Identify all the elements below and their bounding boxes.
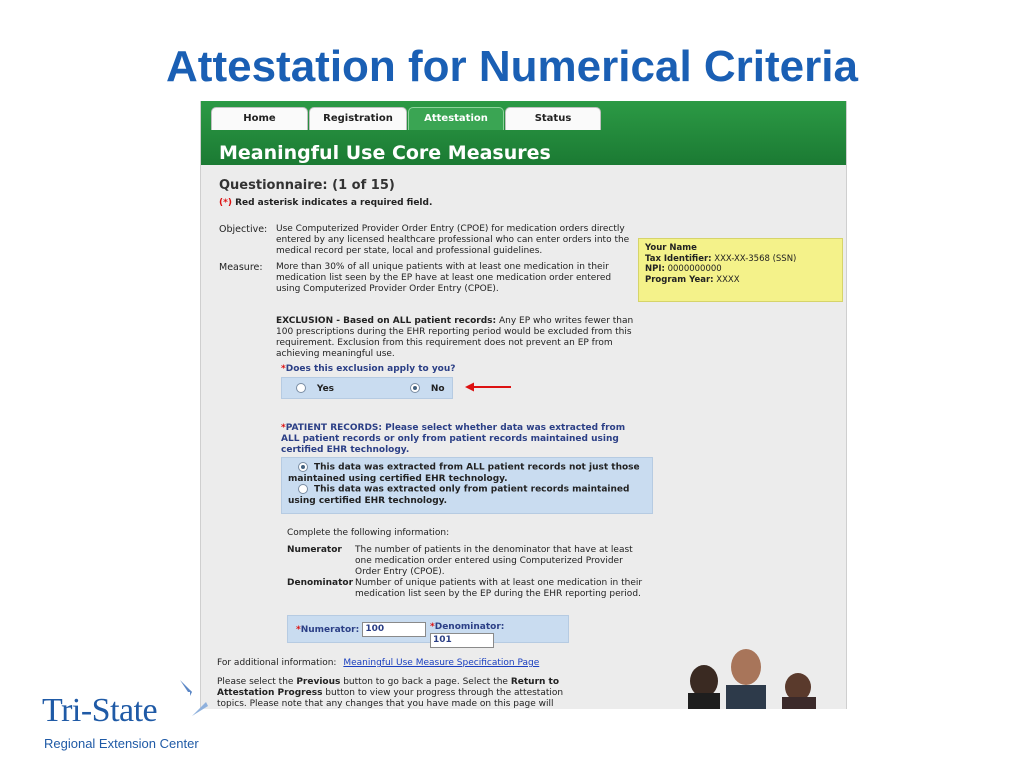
slide-title: Attestation for Numerical Criteria xyxy=(166,42,858,91)
exclusion-question-text: Does this exclusion apply to you? xyxy=(285,364,456,374)
npi-value: 0000000000 xyxy=(667,264,722,274)
user-info-note xyxy=(638,238,843,302)
tab-status[interactable]: Status xyxy=(505,107,601,130)
footer-return: Return to Attestation Progress xyxy=(217,677,560,698)
exclusion-option-no[interactable] xyxy=(410,383,445,395)
exclusion-option-yes[interactable] xyxy=(296,383,334,395)
objective-text: Use Computerized Provider Order Entry (CPOE) for medication orders directly entered by any licensed healthcare professional who can enter orders into the medical record per state, local and professional guidelines. xyxy=(276,224,630,256)
radio-yes[interactable] xyxy=(296,383,306,393)
numeric-entry-box xyxy=(287,615,569,643)
patient-records-question-text: PATIENT RECORDS: Please select whether data was extracted from ALL patient records or only from patient records maintained using certified EHR technology. xyxy=(281,423,626,455)
numerator-entry: *Numerator: 100 xyxy=(296,622,426,637)
exclusion-question: *Does this exclusion apply to you? xyxy=(281,364,456,374)
user-name: Your Name xyxy=(645,243,697,253)
footer-text-3: button to view your progress through the attestation topics. Please note that any changes that you have made on this page will xyxy=(217,688,564,709)
numerator-definition: The number of patients in the denominator that have at least one medication order entered using Computerized Provider Order Entry (CPOE). xyxy=(355,545,633,577)
additional-info-label: For additional information: xyxy=(217,658,337,668)
radio-no-label: No xyxy=(430,383,445,394)
patient-records-options xyxy=(281,457,653,514)
complete-info: Complete the following information: xyxy=(287,528,450,538)
measure-text: More than 30% of all unique patients with at least one medication in their medication list seen by the EP have at least one medication order entered using Computerized Provider Order Entry (CPOE). xyxy=(276,262,612,294)
denominator-label: Denominator: xyxy=(434,622,505,632)
records-option-all-label: This data was extracted from ALL patient records not just those maintained using certified EHR technology. xyxy=(288,462,640,484)
exclusion-block xyxy=(276,316,636,360)
program-year-value: XXXX xyxy=(716,274,740,285)
npi-label: NPI: xyxy=(645,264,665,274)
tab-registration[interactable]: Registration xyxy=(309,107,407,130)
tax-label: Tax Identifier: xyxy=(645,253,712,264)
records-option-certified-label: This data was extracted only from patient records maintained using certified EHR technology. xyxy=(288,484,630,506)
main-content xyxy=(201,165,846,709)
objective-label: Objective: xyxy=(219,224,268,235)
required-note-text: Red asterisk indicates a required field. xyxy=(231,198,433,208)
footer-text-2: button to go back a page. Select the xyxy=(340,677,511,687)
denominator-term: Denominator xyxy=(287,578,354,588)
additional-info xyxy=(217,658,539,669)
radio-yes-label: Yes xyxy=(316,383,335,394)
footer-text-1: Please select the xyxy=(217,677,297,687)
radio-no[interactable] xyxy=(410,383,420,393)
spec-link[interactable]: Meaningful Use Measure Specification Page xyxy=(343,658,540,668)
exclusion-text: Any EP who writes fewer than 100 prescriptions during the EHR reporting period would be excluded from this requirement. Exclusion from this requirement does not prevent an EP from achieving meaningful use. xyxy=(276,316,634,359)
numerator-label: Numerator: xyxy=(300,625,360,635)
patient-records-question: *PATIENT RECORDS: Please select whether data was extracted from ALL patient records or only from patient records maintained using certified EHR technology. xyxy=(281,423,626,455)
required-asterisk: (*) xyxy=(219,198,232,208)
tri-state-logo: Tri-State xyxy=(42,692,158,729)
radio-all-records[interactable] xyxy=(298,462,308,472)
tax-value: XXX-XX-3568 (SSN) xyxy=(714,253,797,264)
denominator-definition: Number of unique patients with at least one medication in their medication list seen by the EP during the EHR reporting period. xyxy=(355,578,643,599)
footer-previous: Previous xyxy=(296,677,341,687)
tri-state-logo-mark-icon xyxy=(168,676,220,722)
measure-label: Measure: xyxy=(219,262,263,273)
records-option-all[interactable] xyxy=(288,462,644,485)
required-note xyxy=(219,198,432,209)
footer-instructions xyxy=(217,677,572,709)
denominator-input[interactable]: 101 xyxy=(430,633,494,648)
records-option-certified[interactable] xyxy=(288,484,644,507)
radio-certified-records[interactable] xyxy=(298,484,308,494)
exclusion-options xyxy=(281,377,453,399)
program-year-label: Program Year: xyxy=(645,274,714,285)
page-title: Meaningful Use Core Measures xyxy=(219,142,551,164)
header-banner xyxy=(201,101,846,165)
numerator-input[interactable]: 100 xyxy=(362,622,426,637)
numerator-term: Numerator xyxy=(287,545,342,555)
people-photo xyxy=(686,635,846,709)
tab-attestation[interactable]: Attestation xyxy=(408,107,504,130)
exclusion-heading: EXCLUSION - Based on ALL patient records: xyxy=(276,316,497,326)
screenshot-frame xyxy=(200,101,847,709)
red-arrow-icon xyxy=(465,382,511,392)
questionnaire-title: Questionnaire: (1 of 15) xyxy=(219,178,395,193)
tab-home[interactable]: Home xyxy=(211,107,308,130)
tri-state-logo-subtitle: Regional Extension Center xyxy=(44,736,199,751)
denominator-entry: *Denominator: 101 xyxy=(430,622,568,648)
